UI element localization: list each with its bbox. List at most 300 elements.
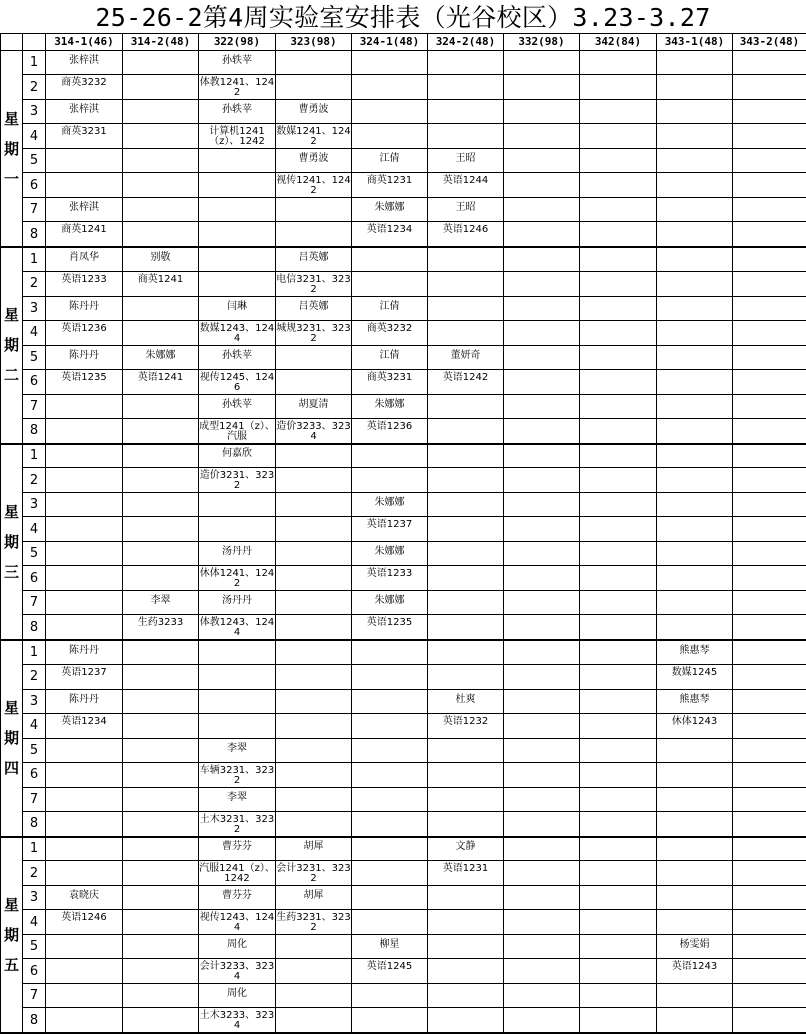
class-cell — [276, 468, 352, 493]
class-cell — [46, 271, 123, 296]
day-label-char: 四 — [1, 753, 22, 783]
period-row — [1, 713, 806, 738]
teacher-name — [657, 349, 732, 362]
teacher-cell — [352, 787, 428, 811]
class-cell — [276, 615, 352, 641]
teacher-cell — [352, 493, 428, 517]
teacher-name — [657, 398, 732, 411]
class-cell — [46, 75, 123, 100]
teacher-name — [504, 103, 579, 116]
class-group — [733, 665, 806, 689]
teacher-cell — [504, 198, 580, 222]
class-cell — [657, 124, 733, 149]
class-group — [123, 763, 198, 787]
period-row — [1, 762, 806, 787]
teacher-cell — [276, 198, 352, 222]
period-row — [1, 959, 806, 984]
teacher-cell — [657, 444, 733, 468]
period-number: 7 — [23, 787, 46, 811]
teacher-cell — [657, 345, 733, 369]
teacher-cell — [504, 640, 580, 664]
class-cell — [504, 811, 580, 837]
period-number: 4 — [23, 713, 46, 738]
class-cell — [199, 468, 276, 493]
teacher-cell — [504, 444, 580, 468]
class-group: 英语1244 — [428, 173, 503, 197]
teacher-name: 陈丹丹 — [46, 693, 122, 706]
class-group — [123, 714, 198, 738]
teacher-cell — [428, 296, 504, 320]
teacher-cell — [657, 51, 733, 75]
period-row — [1, 787, 806, 811]
class-group — [580, 566, 656, 590]
class-group: 成型1241（z）、汽服 — [199, 419, 275, 443]
period-row — [1, 640, 806, 664]
teacher-cell — [504, 689, 580, 713]
class-group — [504, 910, 579, 934]
teacher-cell — [733, 689, 806, 713]
class-group — [352, 910, 427, 934]
teacher-name: 孙轶苹 — [199, 349, 275, 362]
teacher-cell — [123, 345, 199, 369]
class-cell — [352, 1008, 428, 1034]
teacher-name: 曹勇波 — [276, 152, 351, 165]
teacher-cell — [504, 984, 580, 1008]
teacher-name — [733, 398, 806, 411]
class-cell — [352, 910, 428, 935]
class-group — [580, 370, 656, 394]
class-cell — [733, 615, 806, 641]
class-cell — [123, 418, 199, 444]
teacher-name: 王昭 — [428, 201, 503, 214]
class-group — [733, 468, 806, 492]
class-group — [123, 173, 198, 197]
class-cell — [428, 418, 504, 444]
class-cell — [657, 811, 733, 837]
class-cell — [657, 517, 733, 542]
teacher-name: 朱娜娜 — [352, 398, 427, 411]
teacher-name — [276, 693, 351, 706]
teacher-cell — [46, 444, 123, 468]
class-cell — [352, 566, 428, 591]
class-cell — [123, 713, 199, 738]
teacher-cell — [657, 787, 733, 811]
teacher-cell — [276, 886, 352, 910]
class-group — [276, 517, 351, 541]
teacher-cell — [352, 296, 428, 320]
class-group — [657, 370, 732, 394]
class-group: 体教1241、1242 — [199, 75, 275, 99]
teacher-name: 朱娜娜 — [352, 201, 427, 214]
teacher-name — [504, 201, 579, 214]
teacher-name: 文静 — [428, 840, 503, 853]
class-group — [123, 124, 198, 148]
teacher-cell — [504, 493, 580, 517]
day-label — [1, 444, 23, 641]
class-cell — [276, 959, 352, 984]
teacher-cell — [657, 198, 733, 222]
teacher-cell — [123, 247, 199, 271]
period-row — [1, 320, 806, 345]
class-cell — [46, 468, 123, 493]
teacher-cell — [276, 640, 352, 664]
class-cell — [733, 713, 806, 738]
class-cell — [428, 271, 504, 296]
teacher-cell — [46, 640, 123, 664]
teacher-cell — [428, 51, 504, 75]
teacher-name — [580, 349, 656, 362]
class-group: 英语1233 — [352, 566, 427, 590]
period-number: 1 — [23, 837, 46, 861]
day-label-char: 星 — [1, 300, 22, 330]
class-group: 英语1235 — [46, 370, 122, 394]
teacher-name — [123, 545, 198, 558]
class-group — [580, 615, 656, 639]
teacher-name — [352, 54, 427, 67]
teacher-cell — [733, 640, 806, 664]
class-group — [504, 419, 579, 443]
teacher-cell — [46, 787, 123, 811]
teacher-name — [580, 545, 656, 558]
period-number: 3 — [23, 689, 46, 713]
class-cell — [352, 762, 428, 787]
class-group — [733, 517, 806, 541]
class-cell — [428, 910, 504, 935]
teacher-cell — [352, 591, 428, 615]
class-cell — [123, 566, 199, 591]
teacher-name — [504, 496, 579, 509]
teacher-name — [352, 987, 427, 1000]
class-cell — [657, 468, 733, 493]
teacher-name — [276, 987, 351, 1000]
class-cell — [199, 517, 276, 542]
teacher-name: 杨雯娟 — [657, 938, 732, 951]
teacher-cell — [199, 198, 276, 222]
class-cell — [428, 320, 504, 345]
room-header: 342(84) — [580, 34, 657, 51]
class-cell — [46, 615, 123, 641]
class-group — [657, 615, 732, 639]
class-cell — [46, 811, 123, 837]
teacher-cell — [733, 149, 806, 173]
class-cell — [504, 517, 580, 542]
teacher-name — [733, 54, 806, 67]
teacher-cell — [733, 345, 806, 369]
class-group — [504, 173, 579, 197]
teacher-name — [733, 791, 806, 804]
teacher-cell — [199, 984, 276, 1008]
teacher-cell — [352, 837, 428, 861]
teacher-name — [46, 742, 122, 755]
class-cell — [199, 1008, 276, 1034]
class-group: 英语1237 — [46, 665, 122, 689]
class-group — [504, 468, 579, 492]
class-cell — [352, 713, 428, 738]
period-number: 2 — [23, 271, 46, 296]
teacher-name — [123, 54, 198, 67]
class-group — [733, 370, 806, 394]
day-label-char: 期 — [1, 330, 22, 360]
class-group — [733, 763, 806, 787]
period-number: 4 — [23, 124, 46, 149]
teacher-name: 熊惠琴 — [657, 693, 732, 706]
class-cell — [733, 1008, 806, 1034]
class-group: 英语1245 — [352, 959, 427, 983]
class-cell — [199, 173, 276, 198]
teacher-name — [428, 545, 503, 558]
period-number: 4 — [23, 910, 46, 935]
period-row — [1, 1008, 806, 1034]
period-row — [1, 100, 806, 124]
class-group — [46, 566, 122, 590]
class-cell — [580, 664, 657, 689]
teacher-name: 李翠 — [199, 742, 275, 755]
class-group — [580, 468, 656, 492]
day-label — [1, 837, 23, 1034]
class-group — [733, 959, 806, 983]
class-group — [657, 812, 732, 836]
class-group — [580, 272, 656, 296]
class-cell — [352, 664, 428, 689]
teacher-cell — [276, 591, 352, 615]
class-group — [428, 419, 503, 443]
class-group — [276, 763, 351, 787]
period-number: 2 — [23, 861, 46, 886]
teacher-cell — [580, 149, 657, 173]
teacher-name — [733, 594, 806, 607]
room-header: 314-2(48) — [123, 34, 199, 51]
teacher-name — [733, 742, 806, 755]
class-cell — [46, 222, 123, 248]
period-number: 6 — [23, 173, 46, 198]
teacher-cell — [428, 198, 504, 222]
teacher-name — [733, 496, 806, 509]
schedule-table — [0, 33, 806, 1034]
teacher-cell — [123, 198, 199, 222]
teacher-cell — [428, 591, 504, 615]
teacher-name — [352, 644, 427, 657]
period-number: 6 — [23, 762, 46, 787]
class-group: 体教1243、1244 — [199, 615, 275, 639]
period-row — [1, 271, 806, 296]
teacher-cell — [657, 591, 733, 615]
teacher-cell — [352, 198, 428, 222]
teacher-cell — [580, 394, 657, 418]
class-cell — [580, 418, 657, 444]
teacher-cell — [352, 444, 428, 468]
teacher-name — [657, 987, 732, 1000]
class-cell — [199, 124, 276, 149]
class-cell — [276, 762, 352, 787]
class-cell — [657, 320, 733, 345]
class-group: 英语1241 — [123, 370, 198, 394]
class-cell — [352, 75, 428, 100]
class-cell — [504, 861, 580, 886]
period-row — [1, 566, 806, 591]
class-group — [276, 468, 351, 492]
class-group: 商英1241 — [123, 272, 198, 296]
period-row — [1, 124, 806, 149]
room-header: 324-1(48) — [352, 34, 428, 51]
class-group — [733, 124, 806, 148]
teacher-name — [199, 644, 275, 657]
teacher-name: 李翠 — [123, 594, 198, 607]
teacher-name — [123, 889, 198, 902]
class-cell — [657, 1008, 733, 1034]
class-cell — [352, 811, 428, 837]
class-group — [428, 468, 503, 492]
class-group — [504, 222, 579, 246]
teacher-name — [352, 103, 427, 116]
teacher-name — [123, 300, 198, 313]
teacher-cell — [733, 493, 806, 517]
class-cell — [276, 566, 352, 591]
class-cell — [504, 369, 580, 394]
period-row — [1, 296, 806, 320]
period-row — [1, 689, 806, 713]
class-group: 休体1243 — [657, 714, 732, 738]
class-group — [428, 910, 503, 934]
teacher-cell — [46, 345, 123, 369]
teacher-cell — [580, 738, 657, 762]
teacher-cell — [46, 935, 123, 959]
class-cell — [46, 369, 123, 394]
teacher-name: 陈丹丹 — [46, 300, 122, 313]
teacher-name — [199, 201, 275, 214]
class-group — [123, 812, 198, 836]
teacher-cell — [276, 493, 352, 517]
class-cell — [276, 222, 352, 248]
teacher-name — [46, 840, 122, 853]
class-group — [352, 75, 427, 99]
teacher-name — [580, 496, 656, 509]
class-group — [199, 272, 275, 296]
class-cell — [123, 861, 199, 886]
teacher-cell — [46, 51, 123, 75]
teacher-name — [657, 889, 732, 902]
teacher-cell — [276, 984, 352, 1008]
teacher-name — [46, 545, 122, 558]
class-group — [733, 714, 806, 738]
class-cell — [46, 517, 123, 542]
teacher-cell — [657, 886, 733, 910]
teacher-cell — [352, 394, 428, 418]
class-group — [123, 861, 198, 885]
teacher-cell — [428, 542, 504, 566]
class-group — [199, 665, 275, 689]
teacher-name — [276, 54, 351, 67]
room-header: 324-2(48) — [428, 34, 504, 51]
teacher-cell — [46, 198, 123, 222]
class-group — [504, 763, 579, 787]
class-group — [352, 124, 427, 148]
class-group — [580, 763, 656, 787]
class-cell — [580, 222, 657, 248]
teacher-name: 吕英娜 — [276, 251, 351, 264]
class-cell — [199, 664, 276, 689]
period-number: 2 — [23, 664, 46, 689]
day-label-char: 一 — [1, 164, 22, 194]
day-label-char: 五 — [1, 950, 22, 980]
teacher-cell — [46, 984, 123, 1008]
period-number: 7 — [23, 984, 46, 1008]
teacher-cell — [352, 689, 428, 713]
class-cell — [504, 910, 580, 935]
teacher-name — [504, 152, 579, 165]
teacher-name — [580, 251, 656, 264]
teacher-name — [504, 300, 579, 313]
teacher-name — [276, 496, 351, 509]
teacher-name — [123, 447, 198, 460]
class-cell — [657, 910, 733, 935]
class-group — [428, 517, 503, 541]
class-cell — [199, 910, 276, 935]
period-row — [1, 738, 806, 762]
teacher-cell — [657, 247, 733, 271]
teacher-name — [428, 447, 503, 460]
class-group: 英语1231 — [428, 861, 503, 885]
class-cell — [199, 713, 276, 738]
teacher-cell — [46, 591, 123, 615]
teacher-cell — [733, 787, 806, 811]
class-group — [580, 173, 656, 197]
class-group: 休体1241、1242 — [199, 566, 275, 590]
period-number: 3 — [23, 886, 46, 910]
teacher-cell — [123, 787, 199, 811]
class-cell — [428, 369, 504, 394]
teacher-cell — [123, 296, 199, 320]
teacher-name — [580, 987, 656, 1000]
teacher-name — [123, 693, 198, 706]
class-cell — [733, 320, 806, 345]
teacher-name: 孙轶苹 — [199, 103, 275, 116]
teacher-name — [428, 398, 503, 411]
teacher-cell — [504, 542, 580, 566]
class-group — [276, 1008, 351, 1032]
teacher-cell — [428, 886, 504, 910]
teacher-name — [733, 840, 806, 853]
class-cell — [46, 713, 123, 738]
class-cell — [428, 468, 504, 493]
teacher-name: 闫琳 — [199, 300, 275, 313]
teacher-cell — [123, 886, 199, 910]
teacher-name — [657, 300, 732, 313]
teacher-name — [733, 300, 806, 313]
teacher-cell — [123, 935, 199, 959]
class-group: 英语1236 — [46, 321, 122, 345]
period-number: 3 — [23, 493, 46, 517]
class-cell — [199, 861, 276, 886]
class-group — [733, 566, 806, 590]
teacher-cell — [504, 738, 580, 762]
teacher-name — [580, 201, 656, 214]
teacher-cell — [199, 886, 276, 910]
class-cell — [199, 320, 276, 345]
class-group — [580, 714, 656, 738]
class-group: 会计3233、3234 — [199, 959, 275, 983]
teacher-name — [657, 742, 732, 755]
day-label-char: 期 — [1, 723, 22, 753]
teacher-name — [276, 938, 351, 951]
teacher-name: 王昭 — [428, 152, 503, 165]
class-cell — [276, 861, 352, 886]
teacher-cell — [276, 542, 352, 566]
class-group — [46, 763, 122, 787]
class-group — [352, 861, 427, 885]
period-row — [1, 910, 806, 935]
teacher-cell — [123, 493, 199, 517]
class-cell — [580, 1008, 657, 1034]
